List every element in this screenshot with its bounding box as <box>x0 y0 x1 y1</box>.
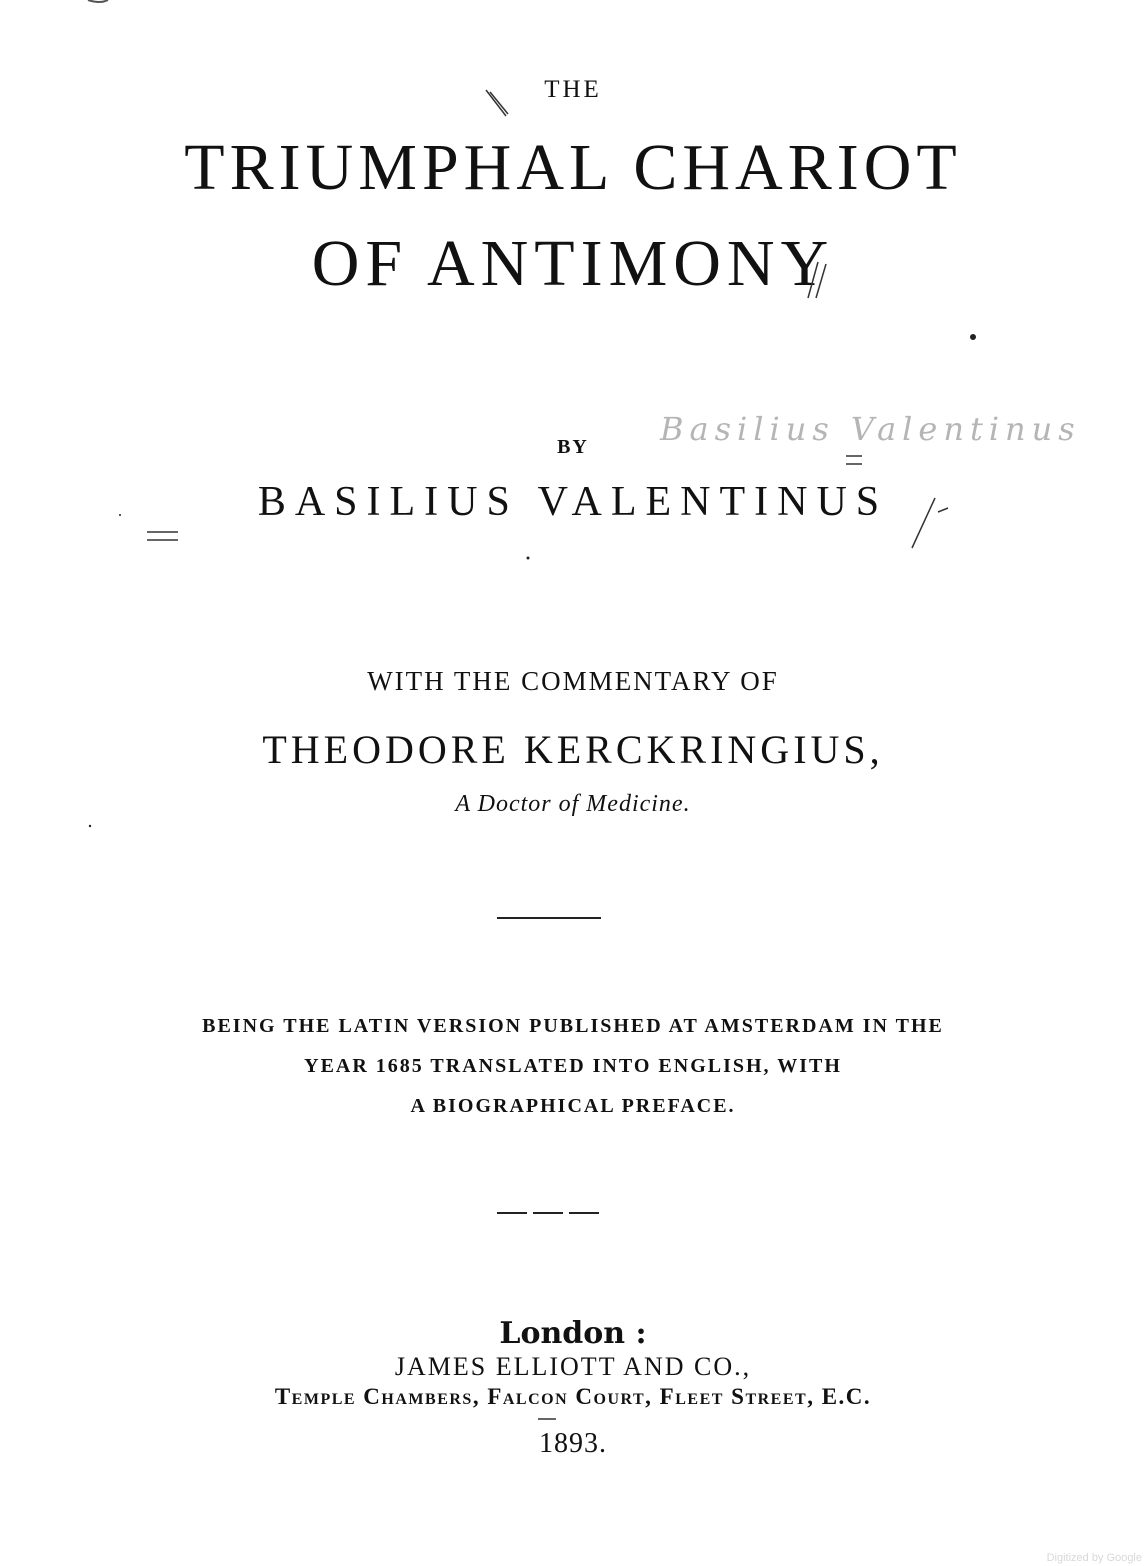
title-line-2: OF ANTIMONY <box>311 227 835 300</box>
digitization-watermark: Digitized by Google <box>1046 1552 1142 1564</box>
ink-dot <box>970 334 976 340</box>
description-line-2: YEAR 1685 TRANSLATED INTO ENGLISH, WITH <box>304 1055 842 1077</box>
handwritten-author-note: Basilius Valentinus <box>660 410 1081 448</box>
pencil-tick-the <box>486 90 506 116</box>
by-line: BY <box>557 436 589 458</box>
publisher-name: JAMES ELLIOTT AND CO., <box>394 1352 752 1381</box>
commentator-name: THEODORE KERCKRINGIUS, <box>262 727 884 772</box>
publisher-address: Temple Chambers, Falcon Court, Fleet Street, E.C. <box>274 1384 872 1409</box>
description-line-1: BEING THE LATIN VERSION PUBLISHED AT AMSTERDAM IN THE <box>202 1015 944 1037</box>
title-line-1: TRIUMPHAL CHARIOT <box>184 131 962 204</box>
commentator-title: A Doctor of Medicine. <box>455 791 691 817</box>
publication-year: 1893. <box>539 1428 607 1459</box>
pencil-slash-author <box>912 498 935 548</box>
pencil-slash-antimony <box>808 262 818 298</box>
author-name: BASILIUS VALENTINUS <box>257 479 889 525</box>
commentary-heading: WITH THE COMMENTARY OF <box>367 666 779 696</box>
description-line-3: A BIOGRAPHICAL PREFACE. <box>410 1095 736 1117</box>
imprint-city: London : <box>499 1316 647 1351</box>
title-article: THE <box>544 76 602 103</box>
page-corner-mark <box>88 0 108 2</box>
